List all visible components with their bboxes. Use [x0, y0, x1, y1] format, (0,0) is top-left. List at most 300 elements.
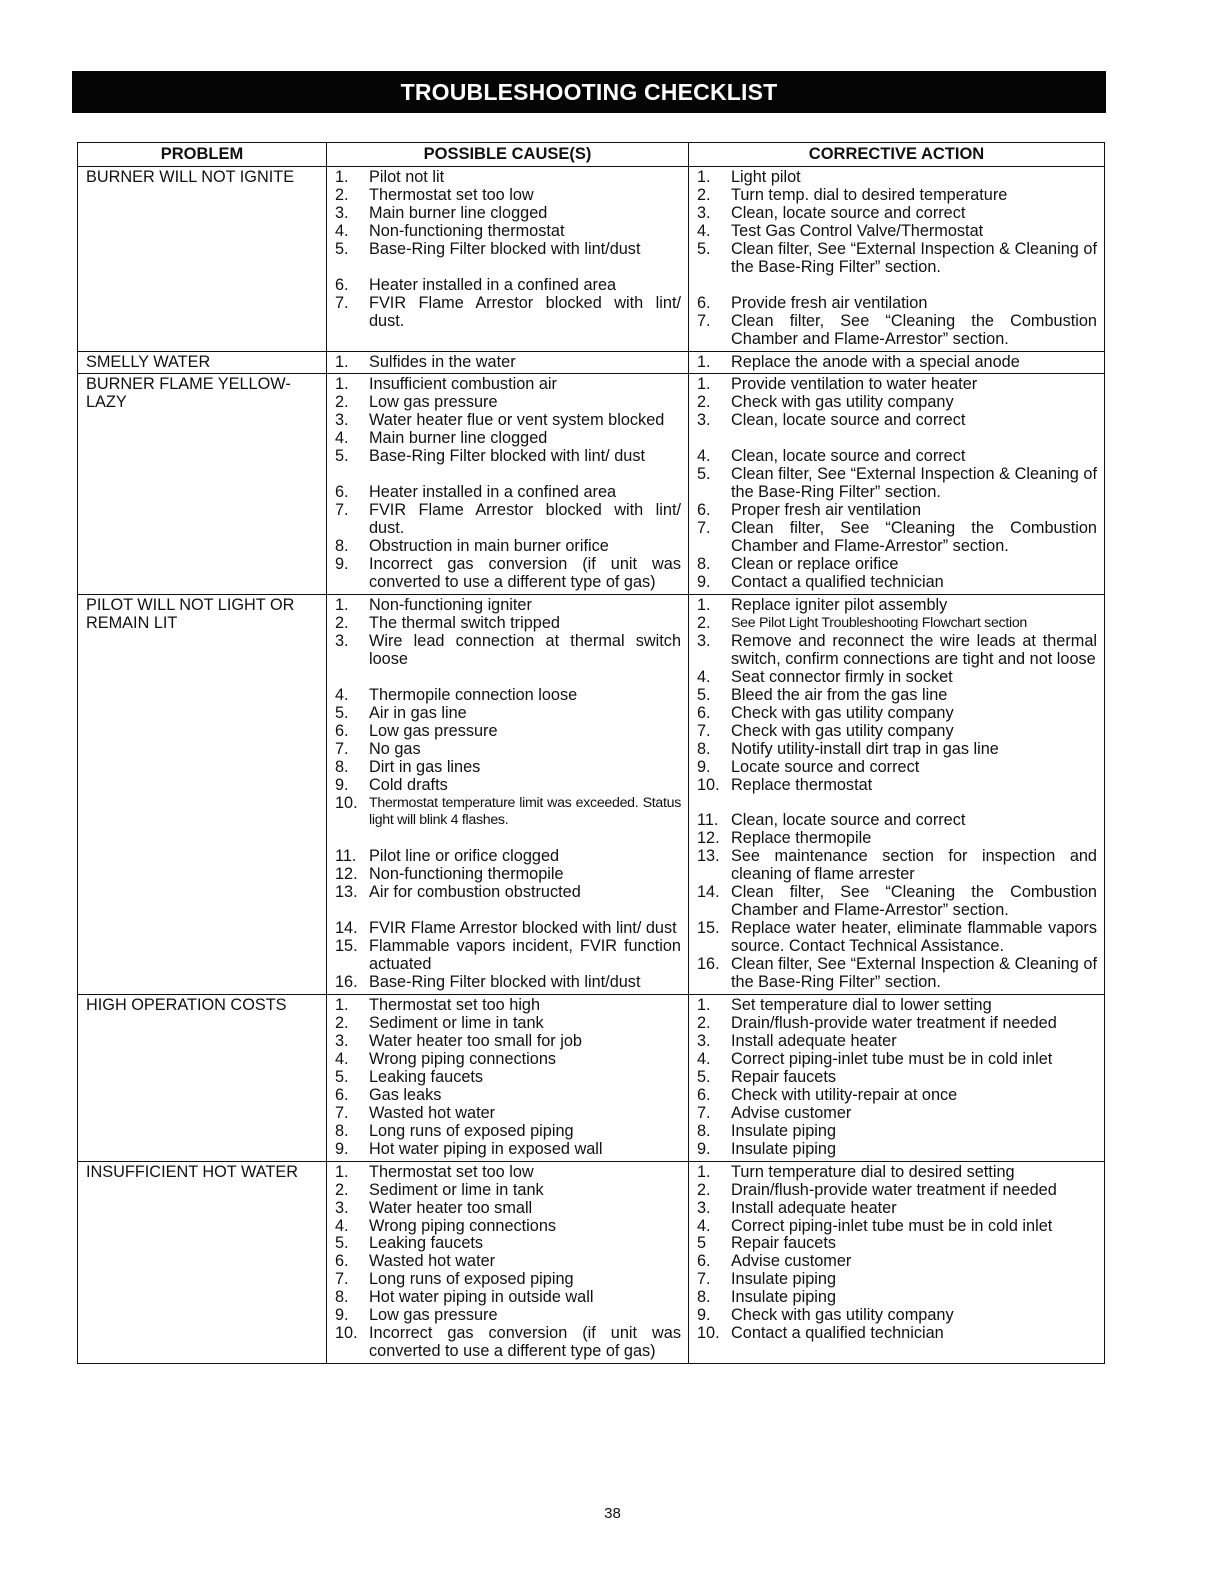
item-number: 1. [335, 1162, 349, 1181]
action-item [697, 1051, 1097, 1069]
item-text: Locate source and correct [731, 757, 920, 776]
item-number: 5. [697, 465, 711, 484]
item-number: 8. [335, 1288, 349, 1307]
item-text: Check with gas utility company [731, 393, 954, 412]
item-text: See maintenance section for inspection and cleaning of flame arrester [731, 847, 1097, 884]
action-item [697, 223, 1097, 241]
header-problem: PROBLEM [78, 143, 327, 167]
item-number: 5. [697, 1067, 711, 1086]
problem-cell: HIGH OPERATION COSTS [78, 995, 327, 1162]
item-text: Check with gas utility company [731, 703, 954, 722]
item-number: 9. [697, 573, 711, 592]
item-number: 2. [697, 1180, 711, 1199]
cause-item [335, 974, 681, 992]
action-item [697, 1033, 1097, 1051]
item-text: Clean, locate source and correct [731, 203, 966, 222]
item-number: 4. [697, 221, 711, 240]
cause-item [335, 1200, 681, 1218]
item-text: Sediment or lime in tank [369, 1014, 544, 1033]
action-item [697, 687, 1097, 705]
problem-cell: INSUFFICIENT HOT WATER [78, 1161, 327, 1363]
item-number: 10. [697, 775, 720, 794]
item-number: 6. [697, 293, 711, 312]
problem-cell: SMELLY WATER [78, 351, 327, 374]
item-text: Dirt in gas lines [369, 757, 481, 776]
item-text: Main burner line clogged [369, 429, 548, 448]
item-number: 5. [335, 1234, 349, 1253]
item-text: Wrong piping connections [369, 1049, 557, 1068]
item-text: Proper fresh air ventilation [731, 501, 922, 520]
item-text: Clean, locate source and correct [731, 447, 966, 466]
item-text: Clean, locate source and correct [731, 811, 966, 830]
cause-item [335, 1182, 681, 1200]
item-number: 9. [697, 1306, 711, 1325]
action-item [697, 1164, 1097, 1182]
item-text: Non-functioning igniter [369, 595, 532, 614]
problem-cell: BURNER FLAME YELLOW- LAZY [78, 374, 327, 594]
item-text: Install adequate heater [731, 1031, 897, 1050]
cause-item [335, 241, 681, 259]
problem-cell: BURNER WILL NOT IGNITE [78, 166, 327, 351]
item-text: Hot water piping in exposed wall [369, 1139, 603, 1158]
item-text: Base-Ring Filter blocked with lint/dust [369, 973, 641, 992]
item-text: Insulate piping [731, 1270, 837, 1289]
cause-item [335, 1105, 681, 1123]
cause-item [335, 169, 681, 187]
action-item [697, 597, 1097, 615]
cause-item [335, 759, 681, 777]
item-text: Test Gas Control Valve/Thermostat [731, 221, 984, 240]
table-row [78, 1161, 1105, 1363]
item-number: 2. [335, 393, 349, 412]
action-item [697, 1015, 1097, 1033]
item-text: Repair faucets [731, 1067, 836, 1086]
item-number: 2. [335, 185, 349, 204]
action-item [697, 1141, 1097, 1159]
item-number: 3. [697, 631, 711, 650]
action-item [697, 1289, 1097, 1307]
item-text: Base-Ring Filter blocked with lint/ dust [369, 447, 645, 466]
item-text: Low gas pressure [369, 721, 498, 740]
cause-item [335, 777, 681, 795]
item-number: 9. [335, 555, 349, 574]
item-number: 7. [697, 1103, 711, 1122]
actions-cell [689, 166, 1105, 351]
item-text: Advise customer [731, 1252, 852, 1271]
item-number: 15. [335, 937, 358, 956]
item-number: 4. [335, 429, 349, 448]
cause-item [335, 1141, 681, 1159]
action-item [697, 997, 1097, 1015]
cause-item [335, 376, 681, 394]
action-item [697, 759, 1097, 777]
item-text: Check with utility-repair at once [731, 1085, 958, 1104]
item-text: Thermopile connection loose [369, 685, 578, 704]
cause-item [335, 1235, 681, 1253]
item-text: Long runs of exposed piping [369, 1121, 574, 1140]
item-number: 7. [335, 501, 349, 520]
action-item [697, 615, 1097, 633]
cause-item [335, 1015, 681, 1033]
action-item [697, 313, 1097, 349]
item-number: 5. [335, 239, 349, 258]
item-number: 10. [697, 1324, 720, 1343]
table-row [78, 995, 1105, 1162]
cause-item [335, 484, 681, 502]
item-number: 7. [697, 311, 711, 330]
item-number: 3. [335, 203, 349, 222]
cause-item [335, 502, 681, 538]
action-item [697, 1182, 1097, 1200]
item-number: 6. [335, 721, 349, 740]
action-item [697, 520, 1097, 556]
item-number: 9. [335, 775, 349, 794]
item-number: 6. [335, 1252, 349, 1271]
item-text: Contact a qualified technician [731, 573, 944, 592]
action-item [697, 884, 1097, 920]
action-item [697, 956, 1097, 992]
action-item [697, 1069, 1097, 1087]
cause-item [335, 223, 681, 241]
action-item [697, 920, 1097, 956]
item-number: 3. [697, 203, 711, 222]
action-item [697, 556, 1097, 574]
item-number: 1. [697, 595, 711, 614]
item-number: 13. [697, 847, 720, 866]
action-item [697, 1218, 1097, 1236]
item-text: Leaking faucets [369, 1067, 484, 1086]
cause-item [335, 448, 681, 466]
item-text: Low gas pressure [369, 393, 498, 412]
cause-item [335, 354, 681, 372]
item-text: Clean or replace orifice [731, 555, 899, 574]
cause-item [335, 687, 681, 705]
item-number: 8. [335, 1121, 349, 1140]
item-number: 11. [697, 811, 719, 830]
table-header-row [78, 143, 1105, 167]
item-number: 1. [697, 996, 711, 1015]
spacer [335, 830, 681, 848]
action-item [697, 830, 1097, 848]
cause-item [335, 1069, 681, 1087]
item-number: 4. [335, 685, 349, 704]
page-number: 38 [604, 1505, 621, 1522]
cause-item [335, 205, 681, 223]
item-text: Insulate piping [731, 1139, 837, 1158]
item-text: Sulfides in the water [369, 352, 516, 371]
item-text: Check with gas utility company [731, 1306, 954, 1325]
item-text: Non-functioning thermopile [369, 865, 564, 884]
action-item [697, 1253, 1097, 1271]
item-number: 12. [697, 829, 720, 848]
cause-item [335, 295, 681, 331]
actions-cell [689, 995, 1105, 1162]
action-item [697, 812, 1097, 830]
item-text: Thermostat set too high [369, 996, 541, 1015]
item-number: 3. [697, 411, 711, 430]
action-item [697, 241, 1097, 277]
item-text: Provide fresh air ventilation [731, 293, 928, 312]
action-item [697, 1087, 1097, 1105]
item-number: 8. [335, 537, 349, 556]
item-text: Provide ventilation to water heater [731, 375, 978, 394]
item-text: Insulate piping [731, 1288, 837, 1307]
cause-item [335, 1218, 681, 1236]
item-text: Leaking faucets [369, 1234, 484, 1253]
item-text: Clean filter, See “External Inspection & Cleaning of the Base-Ring Filter” section. [731, 239, 1097, 276]
item-text: Air for combustion obstructed [369, 883, 581, 902]
item-text: Non-functioning thermostat [369, 221, 565, 240]
item-number: 3. [697, 1198, 711, 1217]
cause-item [335, 1289, 681, 1307]
item-number: 1. [335, 375, 349, 394]
item-text: Notify utility-install dirt trap in gas line [731, 739, 999, 758]
item-number: 16. [697, 955, 720, 974]
item-text: Drain/flush-provide water treatment if needed [731, 1014, 1057, 1033]
table-row [78, 351, 1105, 374]
item-number: 14. [335, 919, 358, 938]
item-text: Replace the anode with a special anode [731, 352, 1020, 371]
cause-item [335, 997, 681, 1015]
item-number: 7. [697, 1270, 711, 1289]
item-text: Pilot not lit [369, 167, 445, 186]
item-text: Low gas pressure [369, 1306, 498, 1325]
table-row [78, 594, 1105, 994]
item-text: Replace thermostat [731, 775, 873, 794]
item-number: 10. [335, 793, 358, 812]
item-text: Long runs of exposed piping [369, 1270, 574, 1289]
item-text: Remove and reconnect the wire leads at thermal switch, confirm connections are tight and not loose [731, 631, 1097, 668]
item-number: 15. [697, 919, 720, 938]
item-number: 4. [335, 1216, 349, 1235]
action-item [697, 741, 1097, 759]
item-text: Water heater flue or vent system blocked [369, 411, 665, 430]
item-text: Base-Ring Filter blocked with lint/dust [369, 239, 641, 258]
item-number: 6. [335, 483, 349, 502]
spacer [335, 466, 681, 484]
item-number: 1. [697, 167, 711, 186]
item-number: 1. [335, 996, 349, 1015]
item-number: 3. [697, 1031, 711, 1050]
action-item [697, 723, 1097, 741]
item-number: 9. [697, 1139, 711, 1158]
item-number: 6. [697, 1085, 711, 1104]
item-text: Water heater too small [369, 1198, 533, 1217]
item-text: Wasted hot water [369, 1103, 496, 1122]
action-item [697, 1105, 1097, 1123]
item-number: 9. [335, 1306, 349, 1325]
item-text: Clean filter, See “External Inspection & Cleaning of the Base-Ring Filter” section. [731, 465, 1097, 502]
item-number: 4. [697, 1216, 711, 1235]
item-number: 3. [335, 411, 349, 430]
item-number: 8. [697, 739, 711, 758]
action-item [697, 1123, 1097, 1141]
item-text: Contact a qualified technician [731, 1324, 944, 1343]
item-text: Replace igniter pilot assembly [731, 595, 948, 614]
action-item [697, 448, 1097, 466]
item-number: 14. [697, 883, 720, 902]
causes-cell [327, 166, 689, 351]
item-text: Light pilot [731, 167, 801, 186]
item-text: Insulate piping [731, 1121, 837, 1140]
item-number: 2. [697, 185, 711, 204]
item-number: 1. [335, 352, 349, 371]
actions-cell [689, 351, 1105, 374]
item-text: Flammable vapors incident, FVIR function actuated [369, 937, 681, 974]
item-text: Turn temperature dial to desired setting [731, 1162, 1015, 1181]
item-text: Incorrect gas conversion (if unit was converted to use a different type of gas) [369, 555, 681, 592]
cause-item [335, 723, 681, 741]
item-text: Clean, locate source and correct [731, 411, 966, 430]
item-number: 9. [335, 1139, 349, 1158]
item-text: Heater installed in a confined area [369, 483, 617, 502]
item-number: 7. [335, 1270, 349, 1289]
item-number: 1. [335, 167, 349, 186]
cause-item [335, 1271, 681, 1289]
item-text: Wasted hot water [369, 1252, 496, 1271]
item-text: Thermostat set too low [369, 1162, 534, 1181]
item-text: Drain/flush-provide water treatment if needed [731, 1180, 1057, 1199]
item-text: Repair faucets [731, 1234, 836, 1253]
item-text: Insufficient combustion air [369, 375, 557, 394]
item-number: 1. [335, 595, 349, 614]
item-number: 5. [697, 239, 711, 258]
action-item [697, 394, 1097, 412]
item-number: 2. [335, 1180, 349, 1199]
item-number: 5. [335, 447, 349, 466]
item-text: Set temperature dial to lower setting [731, 996, 992, 1015]
item-text: Air in gas line [369, 703, 467, 722]
item-text: Incorrect gas conversion (if unit was converted to use a different type of gas) [369, 1324, 681, 1361]
item-number: 8. [697, 1288, 711, 1307]
cause-item [335, 394, 681, 412]
item-number: 9. [697, 757, 711, 776]
spacer [697, 277, 1097, 295]
item-text: Clean filter, See “Cleaning the Combustion Chamber and Flame-Arrestor” section. [731, 311, 1097, 348]
item-text: The thermal switch tripped [369, 613, 560, 632]
item-number: 5. [697, 685, 711, 704]
table-row [78, 166, 1105, 351]
item-text: Check with gas utility company [731, 721, 954, 740]
item-text: Correct piping-inlet tube must be in cold inlet [731, 1049, 1053, 1068]
page-title: TROUBLESHOOTING CHECKLIST [72, 71, 1106, 113]
action-item [697, 705, 1097, 723]
item-text: Cold drafts [369, 775, 448, 794]
cause-item [335, 920, 681, 938]
cause-item [335, 866, 681, 884]
table-row [78, 374, 1105, 594]
item-text: FVIR Flame Arrestor blocked with lint/ dust. [369, 293, 681, 330]
cause-item [335, 938, 681, 974]
item-number: 6. [697, 703, 711, 722]
action-item [697, 1235, 1097, 1253]
item-text: Main burner line clogged [369, 203, 548, 222]
item-number: 4. [335, 221, 349, 240]
item-number: 4. [697, 1049, 711, 1068]
item-number: 7. [335, 293, 349, 312]
item-text: No gas [369, 739, 421, 758]
causes-cell [327, 374, 689, 594]
item-text: Clean filter, See “Cleaning the Combustion Chamber and Flame-Arrestor” section. [731, 883, 1097, 920]
item-text: Turn temp. dial to desired temperature [731, 185, 1008, 204]
cause-item [335, 795, 681, 831]
spacer [335, 902, 681, 920]
item-number: 3. [335, 1198, 349, 1217]
cause-item [335, 1307, 681, 1325]
spacer [335, 669, 681, 687]
item-number: 2. [335, 1014, 349, 1033]
cause-item [335, 633, 681, 669]
action-item [697, 669, 1097, 687]
item-number: 3. [335, 631, 349, 650]
action-item [697, 1200, 1097, 1218]
cause-item [335, 277, 681, 295]
item-number: 3. [335, 1031, 349, 1050]
item-number: 13. [335, 883, 358, 902]
spacer [697, 794, 1097, 812]
cause-item [335, 1051, 681, 1069]
item-text: FVIR Flame Arrestor blocked with lint/ dust [369, 919, 677, 938]
item-text: Wrong piping connections [369, 1216, 557, 1235]
item-number: 8. [697, 1121, 711, 1140]
causes-cell [327, 995, 689, 1162]
actions-cell [689, 374, 1105, 594]
action-item [697, 1325, 1097, 1343]
cause-item [335, 412, 681, 430]
causes-cell [327, 351, 689, 374]
item-number: 8. [697, 555, 711, 574]
causes-cell [327, 1161, 689, 1363]
action-item [697, 187, 1097, 205]
item-number: 1. [697, 352, 711, 371]
cause-item [335, 848, 681, 866]
item-number: 1. [697, 1162, 711, 1181]
item-number: 6. [335, 275, 349, 294]
actions-cell [689, 1161, 1105, 1363]
item-number: 2. [697, 1014, 711, 1033]
item-number: 7. [697, 519, 711, 538]
actions-cell [689, 594, 1105, 994]
action-item [697, 1271, 1097, 1289]
item-number: 7. [335, 1103, 349, 1122]
action-item [697, 205, 1097, 223]
cause-item [335, 430, 681, 448]
item-text: Install adequate heater [731, 1198, 897, 1217]
action-item [697, 169, 1097, 187]
item-number: 5 [697, 1234, 707, 1253]
item-number: 6. [697, 1252, 711, 1271]
item-text: Hot water piping in outside wall [369, 1288, 594, 1307]
item-text: Heater installed in a confined area [369, 275, 617, 294]
action-item [697, 848, 1097, 884]
item-number: 2. [697, 393, 711, 412]
item-number: 2. [697, 613, 711, 632]
item-number: 8. [335, 757, 349, 776]
cause-item [335, 705, 681, 723]
item-text: See Pilot Light Troubleshooting Flowchart section [731, 614, 1028, 631]
item-text: Gas leaks [369, 1085, 442, 1104]
item-number: 6. [335, 1085, 349, 1104]
item-text: Wire lead connection at thermal switch loose [369, 631, 681, 668]
action-item [697, 295, 1097, 313]
item-text: Water heater too small for job [369, 1031, 582, 1050]
cause-item [335, 1164, 681, 1182]
item-number: 2. [335, 613, 349, 632]
cause-item [335, 538, 681, 556]
causes-cell [327, 594, 689, 994]
item-text: Clean filter, See “External Inspection & Cleaning of the Base-Ring Filter” section. [731, 955, 1097, 992]
item-text: Correct piping-inlet tube must be in cold inlet [731, 1216, 1053, 1235]
